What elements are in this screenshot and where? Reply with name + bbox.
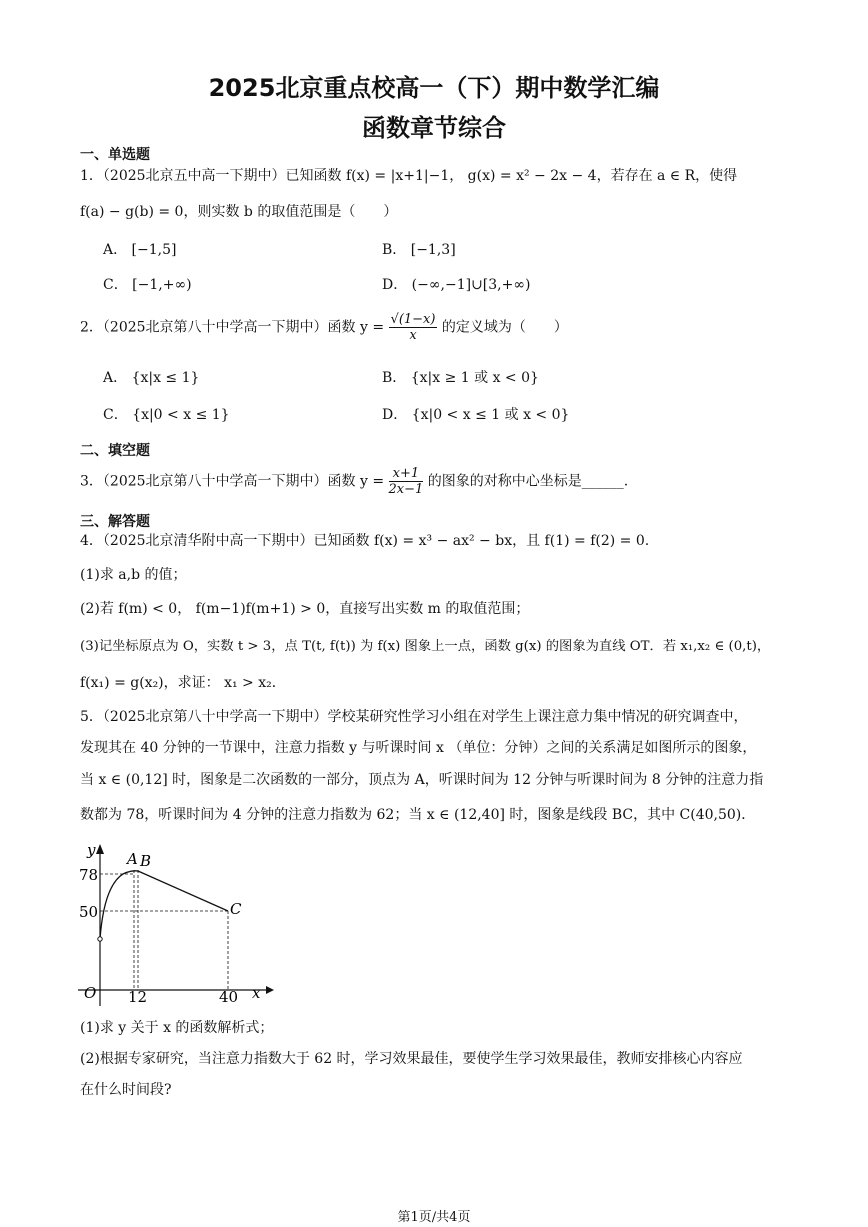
page-footer: 第1页/共4页 bbox=[397, 1210, 471, 1225]
open-point-start bbox=[98, 937, 102, 941]
attention-graph bbox=[76, 838, 276, 1010]
q2-option-c: C． {x|0 < x ≤ 1} bbox=[103, 407, 230, 423]
page-title: 2025北京重点校高一（下）期中数学汇编 bbox=[208, 74, 660, 102]
q3-denominator: 2x−1 bbox=[388, 482, 424, 497]
section-heading-solution: 三、解答题 bbox=[80, 514, 150, 530]
q4-part1: (1)求 a,b 的值； bbox=[80, 567, 187, 583]
q4-stem: 4．（2025北京清华附中高一下期中）已知函数 f(x) = x³ − ax² − bx，且 f(1) = f(2) = 0. bbox=[80, 533, 650, 549]
label-point-b: B bbox=[140, 852, 152, 870]
q1-option-b: B． [−1,3] bbox=[382, 242, 456, 258]
q3-numerator: x+1 bbox=[389, 466, 424, 482]
q5-stem-line2: 发现其在 40 分钟的一节课中，注意力指数 y 与听课时间 x （单位：分钟）之间的关系满足如图所示的图象， bbox=[80, 740, 757, 756]
q5-stem-line4: 数都为 78，听课时间为 4 分钟的注意力指数为 62；当 x ∈ (12,40] 时，图象是线段 BC，其中 C(40,50)． bbox=[80, 807, 756, 823]
label-40: 40 bbox=[219, 988, 239, 1006]
q2-option-a: A． {x|x ≤ 1} bbox=[103, 370, 200, 386]
label-12: 12 bbox=[128, 988, 148, 1006]
q5-stem-line1: 5．（2025北京第八十中学高一下期中）学校某研究性学习小组在对学生上课注意力集中情况的研究调查中， bbox=[80, 709, 748, 725]
q2-denominator: x bbox=[409, 328, 417, 343]
label-point-c: C bbox=[230, 900, 242, 918]
q2-fraction bbox=[389, 312, 438, 343]
x-axis-arrow bbox=[266, 986, 274, 994]
page-subtitle: 函数章节综合 bbox=[362, 114, 506, 142]
label-point-a: A bbox=[127, 850, 138, 868]
q5-part2-continued: 在什么时间段? bbox=[80, 1082, 172, 1098]
q1-stem-line2: f(a) − g(b) = 0，则实数 b 的取值范围是（ ） bbox=[80, 204, 398, 220]
q3-suffix: 的图象的对称中心坐标是______. bbox=[427, 473, 629, 490]
q2-stem bbox=[80, 312, 798, 343]
q4-part3-continued: f(x₁) = g(x₂)，求证： x₁ > x₂． bbox=[80, 675, 286, 691]
q1-option-c: C． [−1,+∞) bbox=[103, 277, 192, 293]
q4-part2: (2)若 f(m) < 0， f(m−1)f(m+1) > 0，直接写出实数 m 的取值范围； bbox=[80, 601, 530, 617]
label-78: 78 bbox=[79, 866, 99, 884]
section-heading-fill-blank: 二、填空题 bbox=[80, 443, 150, 459]
q4-part3: (3)记坐标原点为 O，实数 t > 3，点 T(t, f(t)) 为 f(x) 图象上一点，函数 g(x) 的图象为直线 OT．若 x₁,x₂ ∈ (0,t)， bbox=[80, 639, 771, 654]
q1-stem-line1: 1．（2025北京五中高一下期中）已知函数 f(x) = |x+1|−1， g(x) = x² − 2x − 4，若存在 a ∈ R，使得 bbox=[80, 168, 738, 184]
q2-prefix: 2．（2025北京第八十中学高一下期中）函数 y = bbox=[80, 319, 385, 336]
q2-option-b: B． {x|x ≥ 1 或 x < 0} bbox=[382, 370, 539, 386]
q3-prefix: 3．（2025北京第八十中学高一下期中）函数 y = bbox=[80, 473, 385, 490]
q2-option-d: D． {x|0 < x ≤ 1 或 x < 0} bbox=[382, 407, 570, 423]
quadratic-curve bbox=[100, 871, 138, 939]
segment-bc bbox=[138, 871, 228, 911]
q5-part1: (1)求 y 关于 x 的函数解析式； bbox=[80, 1020, 274, 1036]
y-axis-arrow bbox=[96, 844, 104, 854]
q3-stem bbox=[80, 466, 798, 497]
q1-option-d: D． (−∞,−1]∪[3,+∞) bbox=[382, 277, 531, 293]
label-x-axis: x bbox=[252, 984, 261, 1002]
q2-numerator: √(1−x) bbox=[390, 312, 436, 327]
section-heading-single-choice: 一、单选题 bbox=[80, 147, 150, 163]
q1-option-a: A． [−1,5] bbox=[103, 242, 177, 258]
label-50: 50 bbox=[79, 903, 99, 921]
q3-fraction bbox=[389, 466, 424, 497]
q2-suffix: 的定义域为（ ） bbox=[441, 319, 568, 336]
q5-part2: (2)根据专家研究，当注意力指数大于 62 时，学习效果最佳，要使学生学习效果最佳，教师安排核心内容应 bbox=[80, 1051, 743, 1067]
q5-stem-line3: 当 x ∈ (0,12] 时，图象是二次函数的一部分，顶点为 A，听课时间为 12 分钟与听课时间为 8 分钟的注意力指 bbox=[80, 772, 764, 788]
label-origin: O bbox=[84, 984, 97, 1002]
label-y-axis: y bbox=[87, 841, 96, 859]
